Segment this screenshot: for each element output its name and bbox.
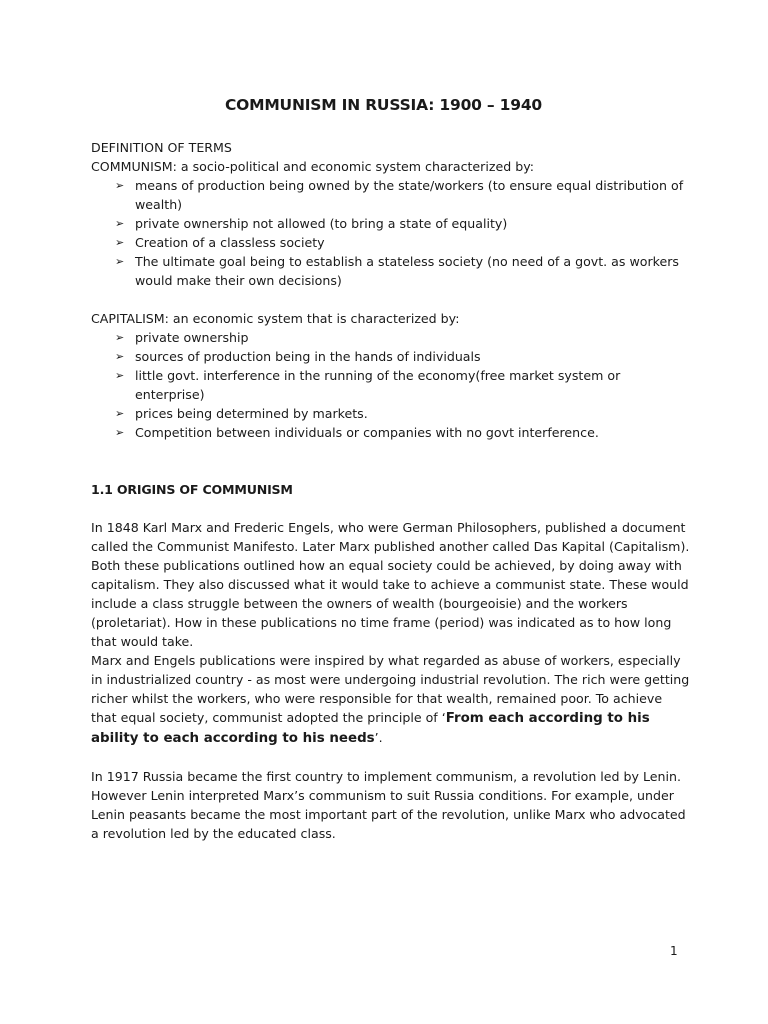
list-item: ➢ Competition between individuals or companies with no govt interference. (115, 425, 599, 440)
paragraph-origins-1: In 1848 Karl Marx and Frederic Engels, who were German Philosophers, published a document called the Communist Manifesto. Later Marx published another called Das Kapital (Capitalism). Both these publications outlined how an equal society could be achieved, by doing away with capitalism. They also discussed what it would take to achieve a communist state. These would include a class struggle between the owners of wealth (bourgeoisie) and the workers (proletariat). How in these publications no time frame (period) was indicated as to how long that would take. (91, 520, 690, 649)
arrow-bullet-icon: ➢ (115, 236, 125, 249)
section-heading: 1.1 ORIGINS OF COMMUNISM (91, 482, 293, 497)
list-item: ➢ means of production being owned by the state/workers (to ensure equal distribution of wealth) (115, 178, 684, 212)
communism-intro: COMMUNISM: a socio-political and economic system characterized by: (91, 159, 534, 174)
paragraph-origins-2: Marx and Engels publications were inspired by what regarded as abuse of workers, especially in industrialized country - as most were undergoing industrial revolution. The rich were getting richer whilst the workers, who were responsible for that wealth, remained poor. To achieve that equal society, communist adopted the principle of ‘From each according to his ability to each according to his needs’. (91, 653, 690, 746)
arrow-bullet-icon: ➢ (115, 179, 125, 192)
capitalism-bullet-list (91, 328, 691, 442)
list-item: ➢ The ultimate goal being to establish a stateless society (no need of a govt. as workers would make their own decisions) (115, 254, 679, 288)
arrow-bullet-icon: ➢ (115, 217, 125, 230)
arrow-bullet-icon: ➢ (115, 369, 125, 382)
communism-bullet-list (91, 176, 691, 290)
arrow-bullet-icon: ➢ (115, 426, 125, 439)
list-item: ➢ Creation of a classless society (115, 235, 325, 250)
arrow-bullet-icon: ➢ (115, 331, 125, 344)
document-body (91, 138, 691, 843)
page-title: COMMUNISM IN RUSSIA: 1900 – 1940 (224, 96, 543, 114)
list-item: ➢ little govt. interference in the running of the economy(free market system or enterprise) (115, 368, 621, 402)
list-item: ➢ private ownership (115, 330, 249, 345)
arrow-bullet-icon: ➢ (115, 350, 125, 363)
arrow-bullet-icon: ➢ (115, 407, 125, 420)
list-item: ➢ private ownership not allowed (to bring a state of equality) (115, 216, 508, 231)
list-item: ➢ sources of production being in the hands of individuals (115, 349, 481, 364)
list-item: ➢ prices being determined by markets. (115, 406, 368, 421)
page-number: 1 (670, 944, 678, 958)
arrow-bullet-icon: ➢ (115, 255, 125, 268)
definitions-heading: DEFINITION OF TERMS (91, 140, 232, 155)
capitalism-intro: CAPITALISM: an economic system that is characterized by: (91, 311, 460, 326)
paragraph-origins-3: In 1917 Russia became the first country to implement communism, a revolution led by Lenin. However Lenin interpreted Marx’s communism to suit Russia conditions. For example, under Lenin peasants became the most important part of the revolution, unlike Marx who advocated a revolution led by the educated class. (91, 769, 686, 841)
principle-quote: From each according to his ability to each according to his needs (91, 711, 650, 746)
